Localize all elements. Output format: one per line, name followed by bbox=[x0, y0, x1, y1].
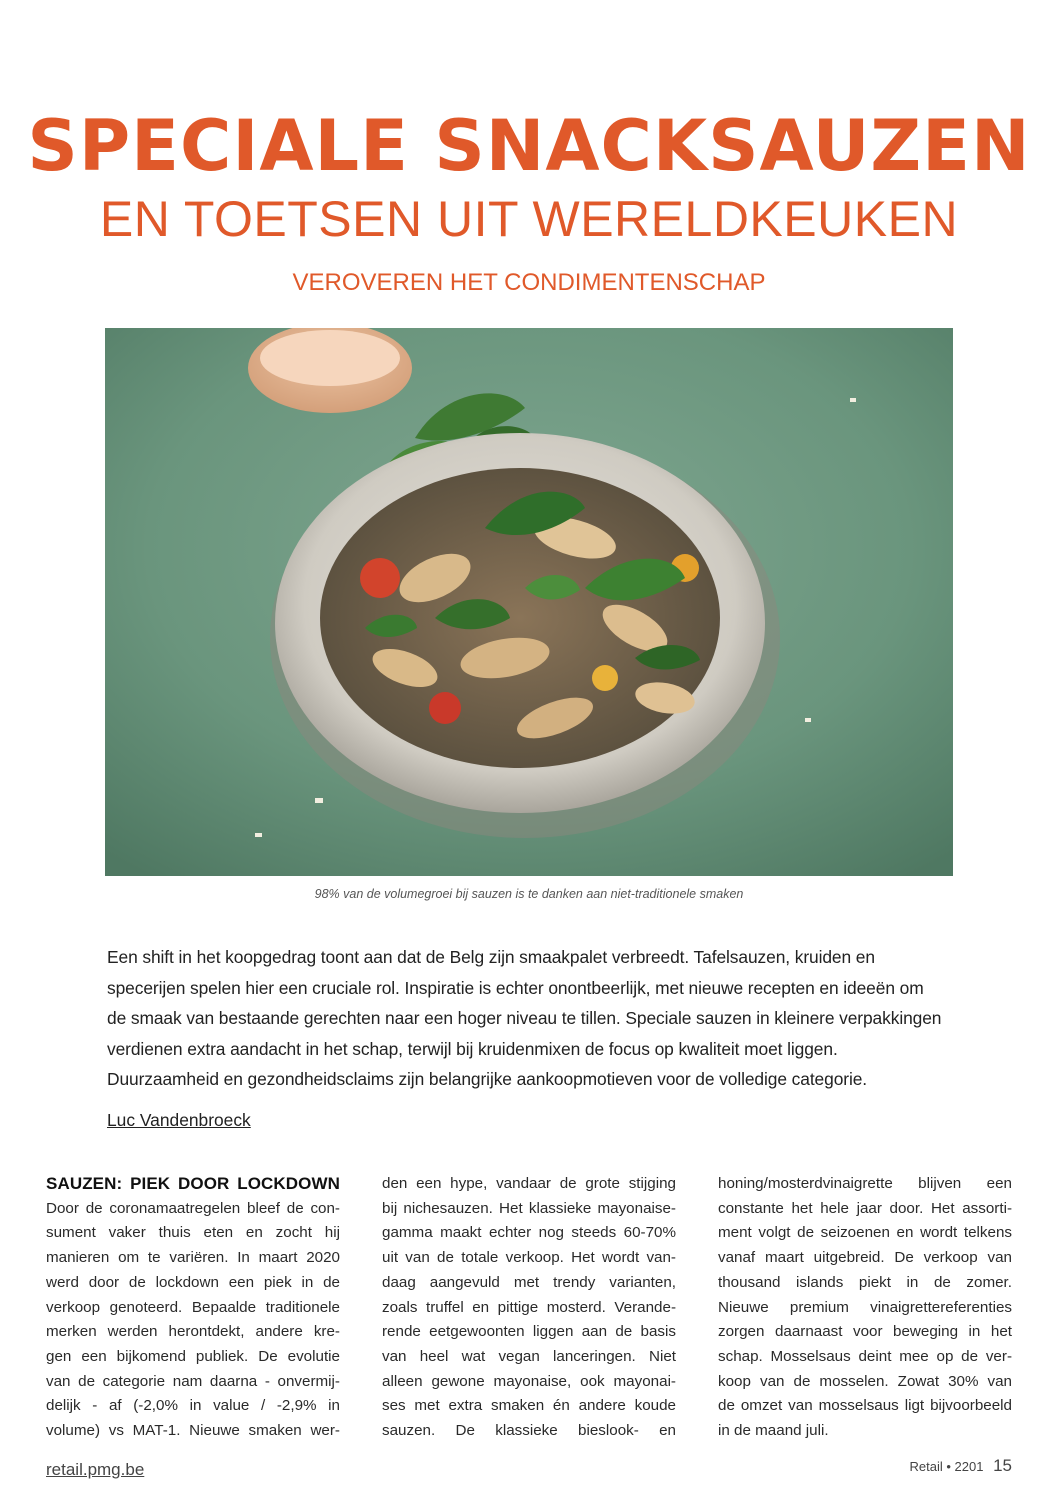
body-line: constante het hele jaar door. Het assorti- bbox=[718, 1199, 1012, 1217]
author-byline: Luc Vandenbroeck bbox=[107, 1110, 251, 1130]
column-1 bbox=[46, 1172, 340, 1444]
body-line: delijk - af (-2,0% in value / -2,9% in bbox=[46, 1397, 340, 1415]
intro-paragraph: Een shift in het koopgedrag toont aan dat de Belg zijn smaakpalet verbreedt. Tafelsauzen, kruiden en specerijen spelen hier een cruciale rol. Inspiratie is echter onontbeerlijk, met nieuwe recepten en ideeën om de smaak van bestaande gerechten naar een hoger niveau te tillen. Speciale sauzen in kleinere verpakkingen verdienen extra aandacht in het schap, terwijl bij kruidenmixen de focus op kwaliteit moet liggen. Duurzaamheid en gezondheidsclaims zijn belangrijke aankoopmotieven voor de volledige categorie. bbox=[107, 947, 942, 1089]
body-line: ses met extra smaken én andere koude bbox=[382, 1397, 676, 1415]
body-line: merken werden herontdekt, andere kre- bbox=[46, 1323, 340, 1341]
body-line: van heel wat vegan lanceringen. Niet bbox=[382, 1347, 676, 1365]
body-line: ment volgt de seizoenen en wordt telkens bbox=[718, 1224, 1012, 1242]
body-line: rende eetgewoonten liggen aan de basis bbox=[382, 1323, 676, 1341]
body-line: koop van de mosselen. Zowat 30% van bbox=[718, 1372, 1012, 1390]
body-line: Door de coronamaatregelen bleef de con- bbox=[46, 1199, 340, 1217]
body-line: Nieuwe premium vinaigrettereferenties bbox=[718, 1298, 1012, 1316]
body-line: volume) vs MAT-1. Nieuwe smaken wer- bbox=[46, 1422, 340, 1440]
body-line: schap. Mosselsaus deint mee op de ver- bbox=[718, 1347, 1012, 1365]
body-line: den een hype, vandaar de grote stijging bbox=[382, 1175, 676, 1192]
subheadline: EN TOETSEN UIT WERELDKEUKEN bbox=[99, 191, 959, 247]
body-line: manieren om te variëren. In maart 2020 bbox=[46, 1249, 340, 1267]
body-line: daag aangevuld met trendy varianten, bbox=[382, 1273, 676, 1291]
footer-info bbox=[910, 1456, 1012, 1476]
section-heading: SAUZEN: PIEK DOOR LOCKDOWN bbox=[46, 1174, 340, 1193]
column-2 bbox=[382, 1172, 676, 1444]
body-line: de omzet van mosselsaus ligt bijvoorbeeld bbox=[718, 1397, 1012, 1415]
body-line: zorgen daarnaast voor beweging in het bbox=[718, 1323, 1012, 1341]
pasta-salad-photo bbox=[105, 328, 953, 876]
body-line: vanaf maart uitgebreid. De verkoop van bbox=[718, 1249, 1012, 1267]
body-line: sauzen. De klassieke bieslook- en bbox=[382, 1422, 676, 1440]
body-line: honing/mosterdvinaigrette blijven een bbox=[718, 1175, 1012, 1192]
kicker: VEROVEREN HET CONDIMENTENSCHAP bbox=[292, 269, 766, 296]
body-line: bij nichesauzen. Het klassieke mayonaise- bbox=[382, 1199, 676, 1217]
body-line: van de categorie nam daarna - onvermij- bbox=[46, 1372, 340, 1390]
body-line: uit van de totale verkoop. Het wordt van- bbox=[382, 1249, 676, 1267]
body-line: verkoop genoteerd. Bepaalde traditionele bbox=[46, 1298, 340, 1316]
body-line: gen een bijkomend publiek. De evolutie bbox=[46, 1347, 340, 1365]
page-number: 15 bbox=[993, 1456, 1012, 1475]
column-3 bbox=[718, 1172, 1012, 1444]
body-line: zoals truffel en pittige mosterd. Verande- bbox=[382, 1298, 676, 1316]
body-line: thousand islands piekt in de zomer. bbox=[718, 1273, 1012, 1291]
body-line: in de maand juli. bbox=[718, 1422, 829, 1440]
body-line: sument vaker thuis eten en zocht hij bbox=[46, 1224, 340, 1242]
headline: SPECIALE SNACKSAUZEN bbox=[27, 105, 1031, 187]
body-line: gamma maakt echter nog steeds 60-70% bbox=[382, 1224, 676, 1242]
publication-label: Retail • 2201 bbox=[909, 1459, 984, 1474]
photo-caption: 98% van de volumegroei bij sauzen is te danken aan niet-traditionele smaken bbox=[314, 887, 744, 901]
body-line: werd door de lockdown een piek in de bbox=[46, 1273, 340, 1291]
website-link[interactable]: retail.pmg.be bbox=[46, 1460, 145, 1479]
body-line: alleen gewone mayonaise, ook mayonai- bbox=[382, 1372, 676, 1390]
